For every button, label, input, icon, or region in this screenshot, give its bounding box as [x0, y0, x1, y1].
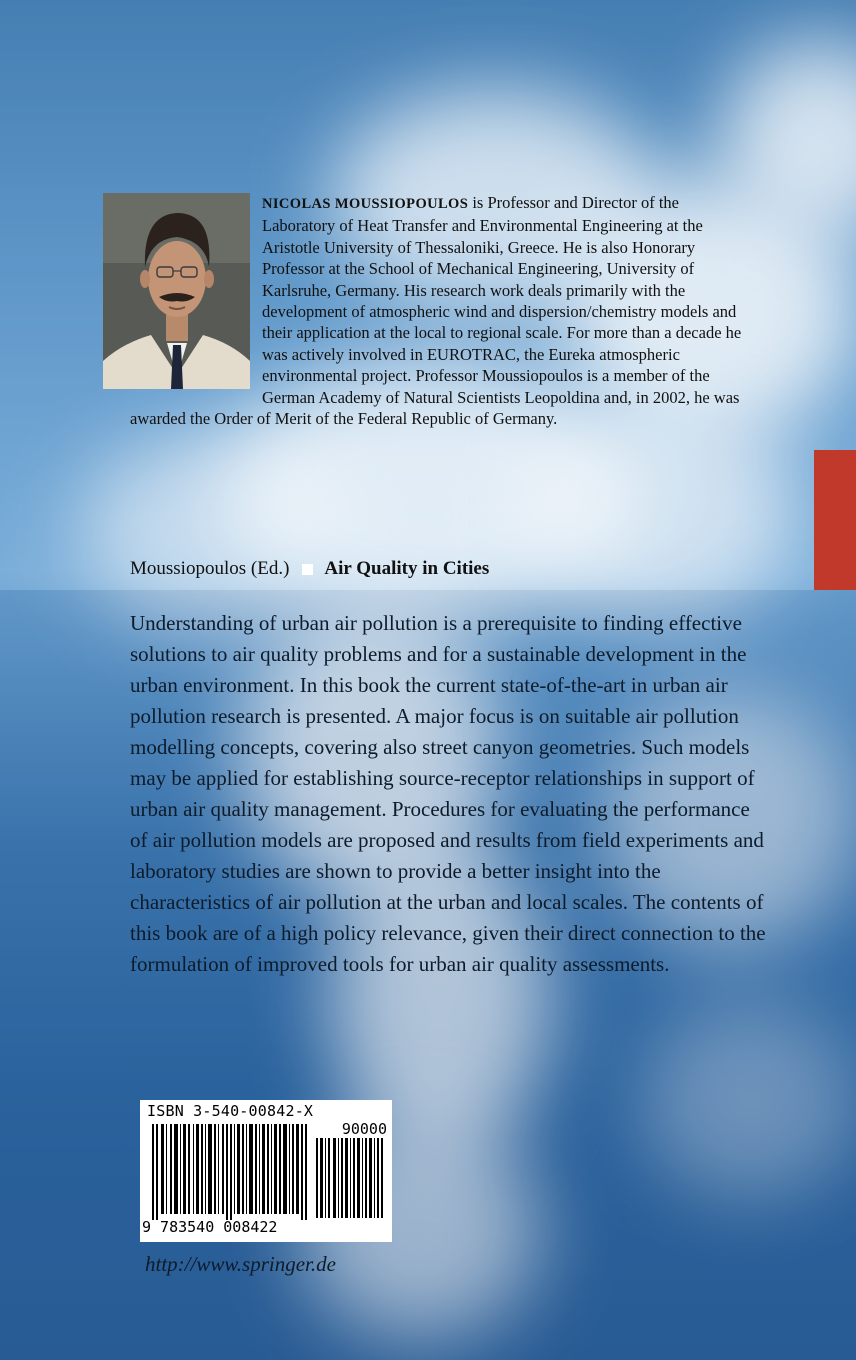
author-name: NICOLAS MOUSSIOPOULOS: [262, 196, 469, 212]
series-line: [130, 556, 489, 582]
isbn-label: ISBN 3-540-00842-X: [147, 1102, 314, 1120]
ean-digits: 9 783540 008422: [142, 1218, 278, 1236]
editor-label: Moussiopoulos (Ed.): [130, 558, 290, 579]
isbn-barcode: [140, 1100, 392, 1242]
book-title: Air Quality in Cities: [324, 558, 490, 579]
book-description: Understanding of urban air pollution is a prerequisite to finding effective solutions to air quality problems and for a sustainable development in the urban environment. In this book the current state-of-the-art in urban air pollution research is presented. A major focus is on suitable air pollution modelling concepts, covering also street canyon geometries. Such models may be applied for establishing source-receptor relationships in support of urban air quality management. Procedures for evaluating the performance of air pollution models are proposed and results from field experiments and laboratory studies are shown to provide a better insight into the characteristics of air pollution at the urban and local scales. The contents of this book are of a high policy relevance, given their direct connection to the formulation of improved tools for urban air quality assessments.: [130, 611, 766, 976]
price-addon-bars: [316, 1138, 386, 1218]
author-biography: [130, 192, 750, 429]
ean-bars: [152, 1124, 312, 1220]
price-code: 90000: [341, 1120, 387, 1138]
spine-color-tab: [814, 450, 856, 590]
separator-square: [302, 564, 313, 575]
biography-text: is Professor and Director of the Laboratory of Heat Transfer and Environmental Engineering at the Aristotle University of Thessaloniki, Greece. He is also Honorary Professor at the School of Mechanical Engineering, University of Karlsruhe, Germany. His research work deals primarily with the development of atmospheric wind and dispersion/chemistry models and their application at the local to regional scale. For more than a decade he was actively involved in EUROTRAC, the Eureka atmospheric environmental project. Professor Moussiopoulos is a member of the German Academy of Natural Scientists Leopoldina and, in 2002, he was awarded the Order of Merit of the Federal Republic of Germany.: [130, 193, 742, 429]
publisher-url[interactable]: http://www.springer.de: [145, 1252, 336, 1276]
